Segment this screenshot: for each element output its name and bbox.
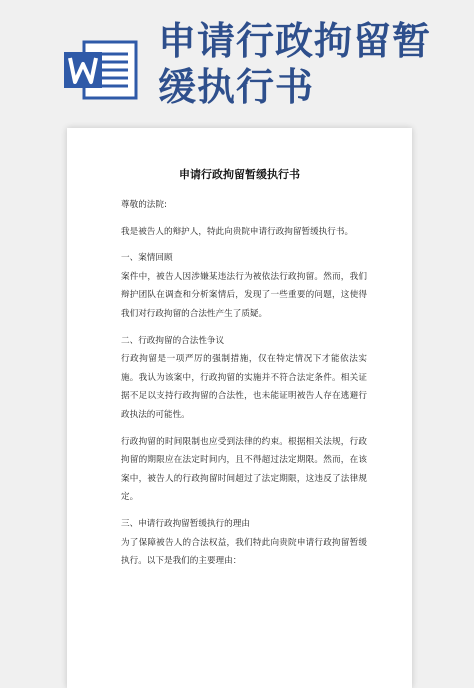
document-page	[67, 128, 412, 688]
word-document-icon	[62, 38, 140, 102]
header-banner	[0, 0, 474, 118]
paragraph-case-review: 案件中，被告人因涉嫌某违法行为被依法行政拘留。然而，我们辩护团队在调查和分析案情后，发现了一些重要的问题，这使得我们对行政拘留的合法性产生了质疑。	[121, 271, 367, 319]
paragraph-legality: 行政拘留是一项严厉的强制措施，仅在特定情况下才能依法实施。我认为该案中，行政拘留的实施并不符合法定条件。相关证据不足以支持行政拘留的合法性，也未能证明被告人存在逃避行政执法的可能性。	[121, 354, 367, 420]
section-heading-2: 二、行政拘留的合法性争议	[121, 335, 225, 346]
document-body	[121, 196, 367, 571]
section-heading-3: 三、申请行政拘留暂缓执行的理由	[121, 518, 250, 529]
document-title: 申请行政拘留暂缓执行书	[179, 168, 300, 181]
salutation: 尊敬的法院:	[121, 200, 167, 210]
section-heading-1: 一、案情回顾	[121, 253, 173, 264]
paragraph-reasons: 为了保障被告人的合法权益，我们特此向贵院申请行政拘留暂缓执行。以下是我们的主要理由：	[121, 537, 367, 567]
intro-paragraph: 我是被告人的辩护人，特此向贵院申请行政拘留暂缓执行书。	[121, 226, 354, 237]
header-title: 申请行政拘留暂缓执行书	[158, 19, 432, 109]
paragraph-time-limit: 行政拘留的时间限制也应受到法律的约束。根据相关法规，行政拘留的期限应在法定时间内，且不得超过法定期限。然而，在该案中，被告人的行政拘留时间超过了法定期限，这违反了法律规定。	[121, 436, 367, 503]
